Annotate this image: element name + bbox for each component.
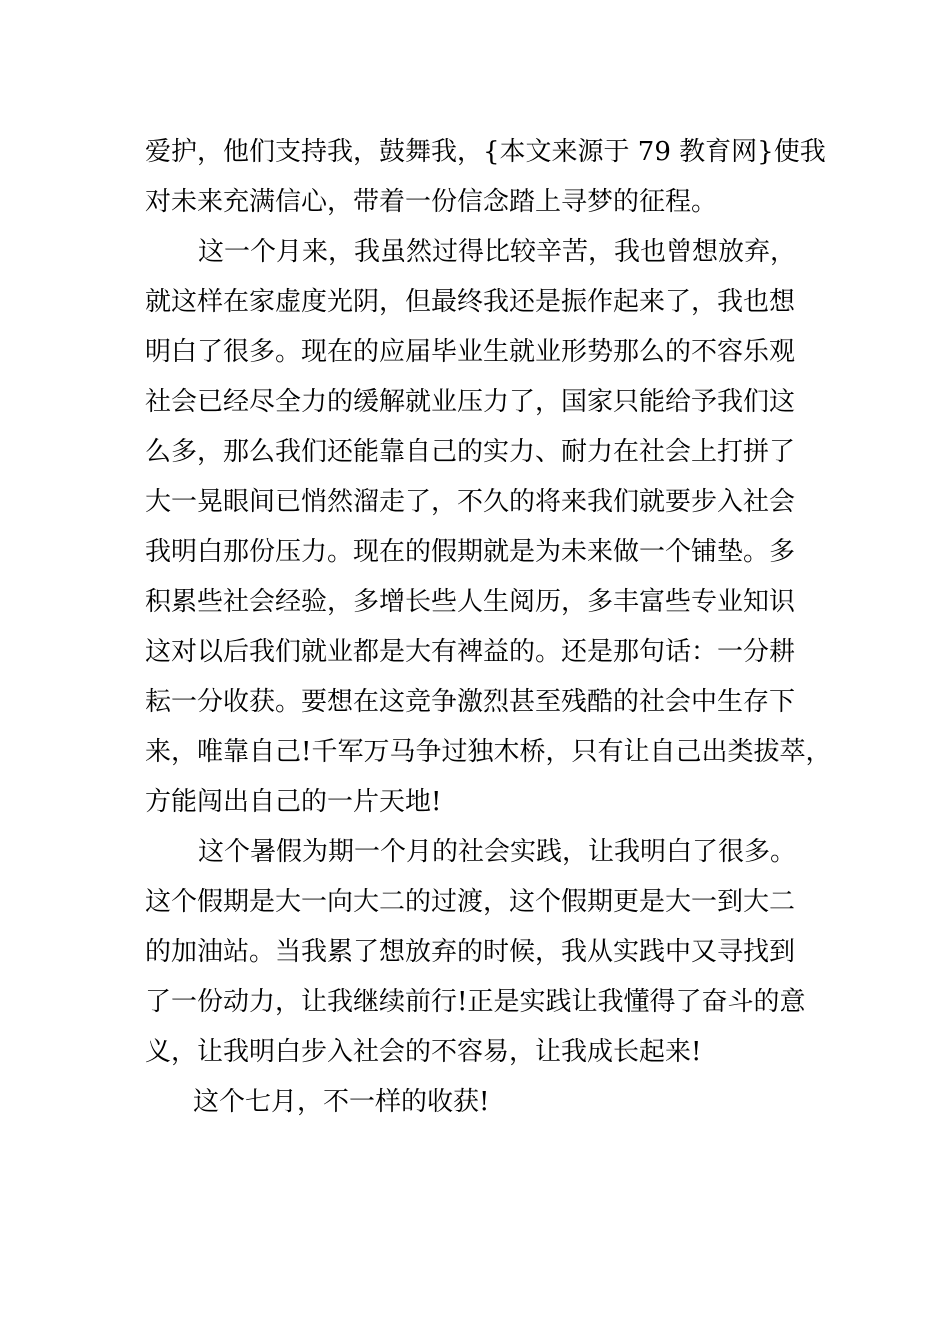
text-line: 积累些社会经验，多增长些人生阅历，多丰富些专业知识 [145,587,796,617]
text-line: 这个假期是大一向大二的过渡，这个假期更是大一到大二 [145,887,796,917]
text-line: 耘一分收获。要想在这竞争激烈甚至残酷的社会中生存下 [145,687,796,717]
text-line: 的加油站。当我累了想放弃的时候，我从实践中又寻找到 [145,937,796,967]
text-line: 就这样在家虚度光阴，但最终我还是振作起来了，我也想 [145,287,796,317]
text-line: 对未来充满信心，带着一份信念踏上寻梦的征程。 [145,187,718,217]
paragraph-start-line: 这个暑假为期一个月的社会实践，让我明白了很多。 [198,837,797,867]
text-line: 这对以后我们就业都是大有裨益的。还是那句话：一分耕 [145,637,796,667]
paragraph-start-line: 这个七月，不一样的收获! [193,1087,490,1117]
text-line: 社会已经尽全力的缓解就业压力了，国家只能给予我们这 [145,387,796,417]
text-line: 大一晃眼间已悄然溜走了，不久的将来我们就要步入社会 [145,487,796,517]
text-line: 了一份动力，让我继续前行!正是实践让我懂得了奋斗的意 [145,987,806,1017]
text-line: 我明白那份压力。现在的假期就是为未来做一个铺垫。多 [145,537,796,567]
text-line: 义，让我明白步入社会的不容易，让我成长起来! [145,1037,702,1067]
text-line: 爱护，他们支持我，鼓舞我，{本文来源于 79 教育网}使我 [145,137,826,167]
document-body [145,127,830,1127]
text-line: 来，唯靠自己!千军万马争过独木桥，只有让自己出类拔萃， [145,737,832,767]
text-line: 明白了很多。现在的应届毕业生就业形势那么的不容乐观 [145,337,796,367]
paragraph-start-line: 这一个月来，我虽然过得比较辛苦，我也曾想放弃， [198,237,797,267]
text-line: 么多，那么我们还能靠自己的实力、耐力在社会上打拼了 [145,437,796,467]
text-line: 方能闯出自己的一片天地! [145,787,442,817]
